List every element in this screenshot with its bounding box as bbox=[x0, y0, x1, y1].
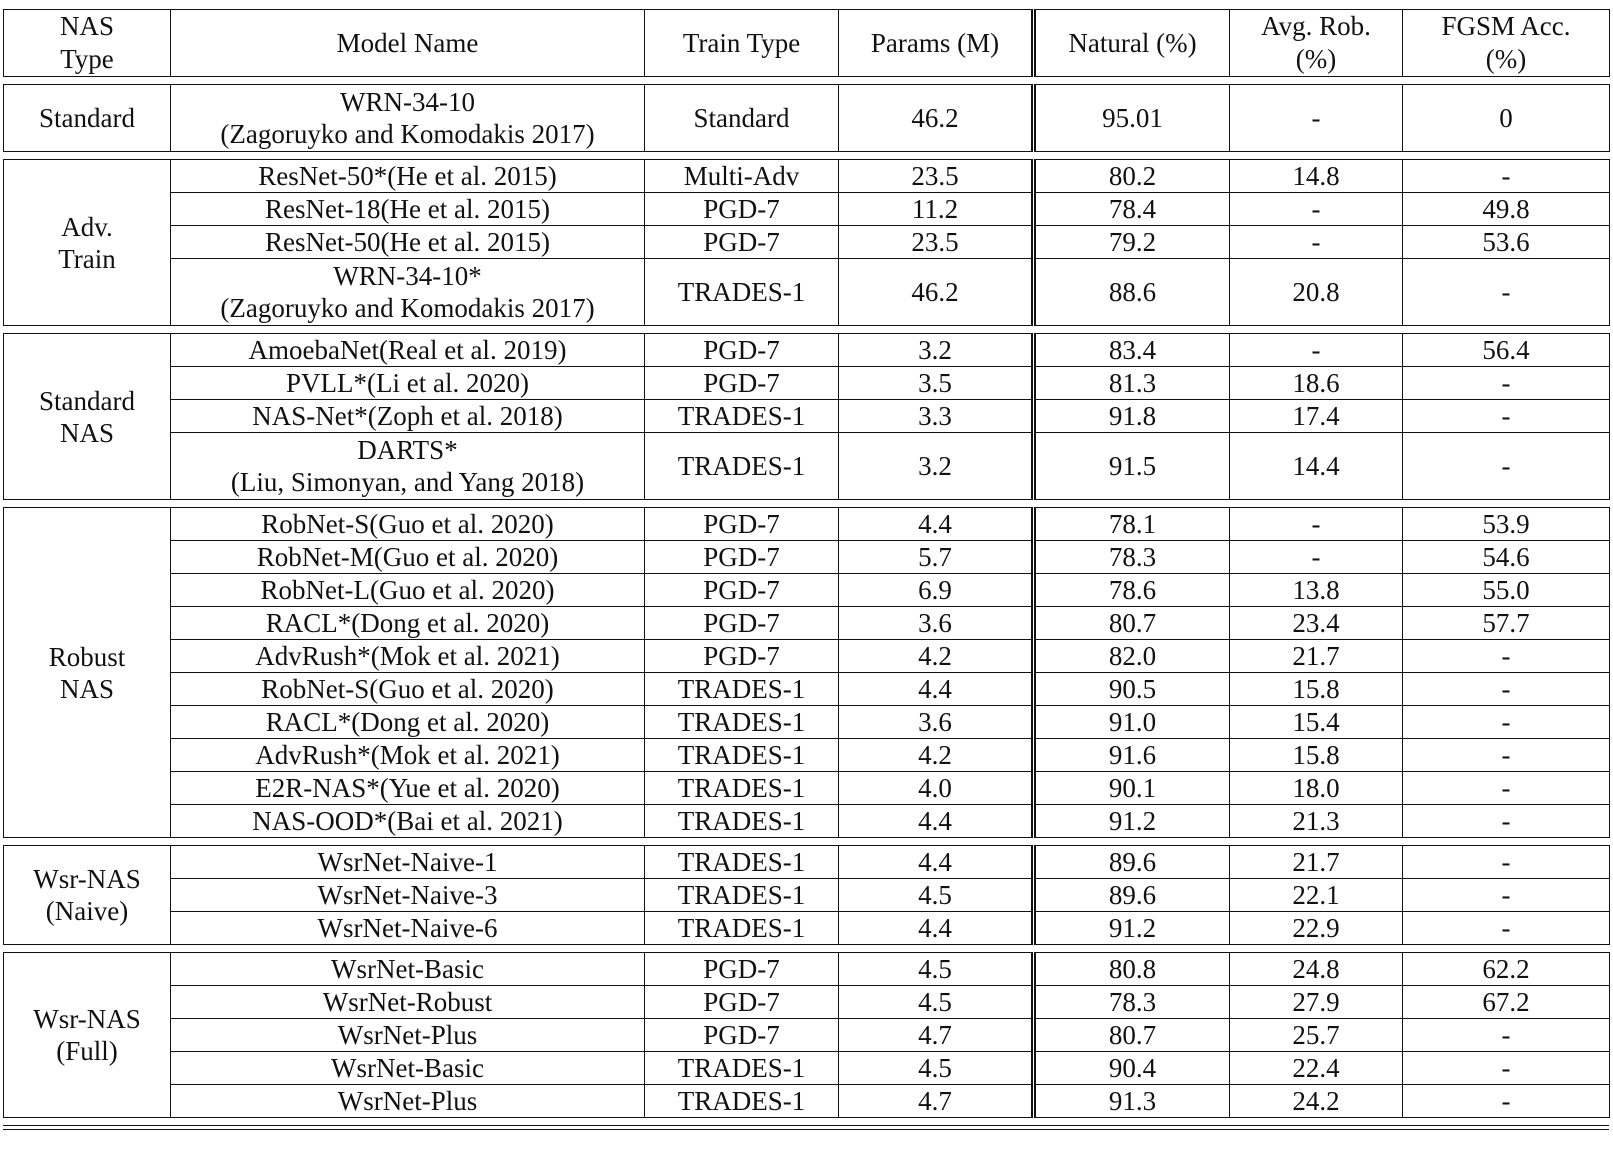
natural-cell: 78.3 bbox=[1034, 541, 1230, 574]
train-type-cell: Standard bbox=[645, 85, 839, 152]
model-name-cell: WsrNet-Naive-6 bbox=[171, 912, 645, 945]
params-cell: 4.4 bbox=[839, 673, 1034, 706]
avg-rob-cell: - bbox=[1230, 508, 1403, 541]
table-row bbox=[4, 706, 1610, 739]
avg-rob-cell: 13.8 bbox=[1230, 574, 1403, 607]
avg-rob-cell: 14.4 bbox=[1230, 433, 1403, 500]
table-row bbox=[4, 1085, 1610, 1118]
fgsm-cell: 49.8 bbox=[1403, 193, 1610, 226]
table-row bbox=[4, 912, 1610, 945]
fgsm-cell: - bbox=[1403, 1052, 1610, 1085]
avg-rob-cell: - bbox=[1230, 226, 1403, 259]
natural-cell: 88.6 bbox=[1034, 259, 1230, 326]
train-type-cell: TRADES-1 bbox=[645, 879, 839, 912]
natural-cell: 91.2 bbox=[1034, 805, 1230, 838]
table-row bbox=[4, 986, 1610, 1019]
params-cell: 5.7 bbox=[839, 541, 1034, 574]
avg-rob-cell: 25.7 bbox=[1230, 1019, 1403, 1052]
natural-cell: 80.7 bbox=[1034, 1019, 1230, 1052]
bottom-rule bbox=[3, 1125, 1609, 1130]
model-name-cell: PVLL*(Li et al. 2020) bbox=[171, 367, 645, 400]
train-type-cell: TRADES-1 bbox=[645, 706, 839, 739]
avg-rob-cell: 24.2 bbox=[1230, 1085, 1403, 1118]
params-cell: 4.5 bbox=[839, 953, 1034, 986]
fgsm-cell: 67.2 bbox=[1403, 986, 1610, 1019]
fgsm-cell: 53.9 bbox=[1403, 508, 1610, 541]
table-row bbox=[4, 1052, 1610, 1085]
fgsm-cell: 54.6 bbox=[1403, 541, 1610, 574]
table-row bbox=[4, 193, 1610, 226]
natural-cell: 80.2 bbox=[1034, 160, 1230, 193]
train-type-cell: TRADES-1 bbox=[645, 739, 839, 772]
table-row bbox=[4, 805, 1610, 838]
natural-cell: 90.1 bbox=[1034, 772, 1230, 805]
train-type-cell: PGD-7 bbox=[645, 541, 839, 574]
avg-rob-cell: 24.8 bbox=[1230, 953, 1403, 986]
params-cell: 4.0 bbox=[839, 772, 1034, 805]
train-type-cell: TRADES-1 bbox=[645, 1052, 839, 1085]
table-row bbox=[4, 508, 1610, 541]
train-type-cell: Multi-Adv bbox=[645, 160, 839, 193]
fgsm-cell: - bbox=[1403, 706, 1610, 739]
model-name-cell: ResNet-18(He et al. 2015) bbox=[171, 193, 645, 226]
nas-type-cell: Wsr-NAS (Full) bbox=[4, 953, 171, 1118]
params-cell: 4.7 bbox=[839, 1019, 1034, 1052]
natural-cell: 80.8 bbox=[1034, 953, 1230, 986]
table-row bbox=[4, 226, 1610, 259]
header-train-type: Train Type bbox=[645, 10, 839, 77]
table-row bbox=[4, 739, 1610, 772]
params-cell: 3.5 bbox=[839, 367, 1034, 400]
table-group bbox=[3, 845, 1610, 945]
params-cell: 23.5 bbox=[839, 226, 1034, 259]
nas-type-cell: Robust NAS bbox=[4, 508, 171, 838]
model-name-cell: ResNet-50*(He et al. 2015) bbox=[171, 160, 645, 193]
natural-cell: 78.3 bbox=[1034, 986, 1230, 1019]
model-name-cell: WsrNet-Basic bbox=[171, 953, 645, 986]
avg-rob-cell: 21.7 bbox=[1230, 640, 1403, 673]
model-name-cell: DARTS* (Liu, Simonyan, and Yang 2018) bbox=[171, 433, 645, 500]
params-cell: 4.4 bbox=[839, 805, 1034, 838]
model-name-cell: E2R-NAS*(Yue et al. 2020) bbox=[171, 772, 645, 805]
model-name-cell: WsrNet-Robust bbox=[171, 986, 645, 1019]
table-row bbox=[4, 259, 1610, 326]
fgsm-cell: - bbox=[1403, 805, 1610, 838]
natural-cell: 80.7 bbox=[1034, 607, 1230, 640]
avg-rob-cell: 14.8 bbox=[1230, 160, 1403, 193]
table-row bbox=[4, 433, 1610, 500]
fgsm-cell: - bbox=[1403, 879, 1610, 912]
model-name-cell: NAS-Net*(Zoph et al. 2018) bbox=[171, 400, 645, 433]
train-type-cell: PGD-7 bbox=[645, 640, 839, 673]
natural-cell: 89.6 bbox=[1034, 846, 1230, 879]
table-row bbox=[4, 879, 1610, 912]
train-type-cell: PGD-7 bbox=[645, 367, 839, 400]
model-name-cell: ResNet-50(He et al. 2015) bbox=[171, 226, 645, 259]
model-name-cell: WsrNet-Naive-3 bbox=[171, 879, 645, 912]
table-row bbox=[4, 607, 1610, 640]
params-cell: 3.6 bbox=[839, 607, 1034, 640]
avg-rob-cell: 27.9 bbox=[1230, 986, 1403, 1019]
train-type-cell: PGD-7 bbox=[645, 508, 839, 541]
params-cell: 4.5 bbox=[839, 879, 1034, 912]
params-cell: 23.5 bbox=[839, 160, 1034, 193]
params-cell: 4.4 bbox=[839, 912, 1034, 945]
train-type-cell: TRADES-1 bbox=[645, 912, 839, 945]
params-cell: 4.7 bbox=[839, 1085, 1034, 1118]
nas-type-cell: Adv. Train bbox=[4, 160, 171, 326]
natural-cell: 78.4 bbox=[1034, 193, 1230, 226]
fgsm-cell: 55.0 bbox=[1403, 574, 1610, 607]
train-type-cell: PGD-7 bbox=[645, 334, 839, 367]
train-type-cell: PGD-7 bbox=[645, 574, 839, 607]
fgsm-cell: - bbox=[1403, 367, 1610, 400]
train-type-cell: TRADES-1 bbox=[645, 846, 839, 879]
natural-cell: 79.2 bbox=[1034, 226, 1230, 259]
params-cell: 4.4 bbox=[839, 846, 1034, 879]
table-row bbox=[4, 160, 1610, 193]
fgsm-cell: 0 bbox=[1403, 85, 1610, 152]
train-type-cell: PGD-7 bbox=[645, 607, 839, 640]
table-row bbox=[4, 574, 1610, 607]
table-row bbox=[4, 541, 1610, 574]
natural-cell: 78.6 bbox=[1034, 574, 1230, 607]
train-type-cell: PGD-7 bbox=[645, 986, 839, 1019]
fgsm-cell: - bbox=[1403, 400, 1610, 433]
avg-rob-cell: 22.1 bbox=[1230, 879, 1403, 912]
natural-cell: 83.4 bbox=[1034, 334, 1230, 367]
train-type-cell: TRADES-1 bbox=[645, 433, 839, 500]
table-row bbox=[4, 846, 1610, 879]
avg-rob-cell: 15.8 bbox=[1230, 739, 1403, 772]
fgsm-cell: 53.6 bbox=[1403, 226, 1610, 259]
natural-cell: 91.5 bbox=[1034, 433, 1230, 500]
fgsm-cell: - bbox=[1403, 1019, 1610, 1052]
nas-type-cell: Standard NAS bbox=[4, 334, 171, 500]
fgsm-cell: - bbox=[1403, 846, 1610, 879]
fgsm-cell: 56.4 bbox=[1403, 334, 1610, 367]
avg-rob-cell: - bbox=[1230, 85, 1403, 152]
model-name-cell: RobNet-L(Guo et al. 2020) bbox=[171, 574, 645, 607]
natural-cell: 90.5 bbox=[1034, 673, 1230, 706]
model-name-cell: AdvRush*(Mok et al. 2021) bbox=[171, 640, 645, 673]
train-type-cell: TRADES-1 bbox=[645, 1085, 839, 1118]
nas-type-cell: Wsr-NAS (Naive) bbox=[4, 846, 171, 945]
fgsm-cell: - bbox=[1403, 160, 1610, 193]
table-group bbox=[3, 507, 1610, 838]
params-cell: 3.6 bbox=[839, 706, 1034, 739]
model-name-cell: RobNet-S(Guo et al. 2020) bbox=[171, 508, 645, 541]
header-nas-type: NAS Type bbox=[4, 10, 171, 77]
params-cell: 3.2 bbox=[839, 334, 1034, 367]
natural-cell: 95.01 bbox=[1034, 85, 1230, 152]
table-row bbox=[4, 334, 1610, 367]
natural-cell: 91.3 bbox=[1034, 1085, 1230, 1118]
fgsm-cell: - bbox=[1403, 259, 1610, 326]
fgsm-cell: - bbox=[1403, 739, 1610, 772]
avg-rob-cell: 21.3 bbox=[1230, 805, 1403, 838]
model-name-cell: WsrNet-Plus bbox=[171, 1019, 645, 1052]
params-cell: 4.2 bbox=[839, 640, 1034, 673]
table-body bbox=[3, 84, 1609, 1118]
model-name-cell: RobNet-S(Guo et al. 2020) bbox=[171, 673, 645, 706]
natural-cell: 91.6 bbox=[1034, 739, 1230, 772]
table-row bbox=[4, 85, 1610, 152]
train-type-cell: TRADES-1 bbox=[645, 673, 839, 706]
natural-cell: 89.6 bbox=[1034, 879, 1230, 912]
model-name-cell: WsrNet-Basic bbox=[171, 1052, 645, 1085]
avg-rob-cell: 15.4 bbox=[1230, 706, 1403, 739]
natural-cell: 81.3 bbox=[1034, 367, 1230, 400]
avg-rob-cell: 15.8 bbox=[1230, 673, 1403, 706]
params-cell: 3.3 bbox=[839, 400, 1034, 433]
model-name-cell: AdvRush*(Mok et al. 2021) bbox=[171, 739, 645, 772]
fgsm-cell: - bbox=[1403, 433, 1610, 500]
train-type-cell: TRADES-1 bbox=[645, 400, 839, 433]
params-cell: 4.4 bbox=[839, 508, 1034, 541]
params-cell: 11.2 bbox=[839, 193, 1034, 226]
model-name-cell: AmoebaNet(Real et al. 2019) bbox=[171, 334, 645, 367]
fgsm-cell: - bbox=[1403, 912, 1610, 945]
avg-rob-cell: 20.8 bbox=[1230, 259, 1403, 326]
table-row bbox=[4, 400, 1610, 433]
table-row bbox=[4, 673, 1610, 706]
header-model-name: Model Name bbox=[171, 10, 645, 77]
avg-rob-cell: 18.0 bbox=[1230, 772, 1403, 805]
model-name-cell: RobNet-M(Guo et al. 2020) bbox=[171, 541, 645, 574]
model-name-cell: WRN-34-10 (Zagoruyko and Komodakis 2017) bbox=[171, 85, 645, 152]
avg-rob-cell: 22.9 bbox=[1230, 912, 1403, 945]
table-row bbox=[4, 367, 1610, 400]
params-cell: 4.2 bbox=[839, 739, 1034, 772]
train-type-cell: PGD-7 bbox=[645, 953, 839, 986]
natural-cell: 90.4 bbox=[1034, 1052, 1230, 1085]
table-row bbox=[4, 1019, 1610, 1052]
table-header bbox=[3, 9, 1610, 77]
avg-rob-cell: 21.7 bbox=[1230, 846, 1403, 879]
table-row bbox=[4, 772, 1610, 805]
fgsm-cell: - bbox=[1403, 640, 1610, 673]
table-group bbox=[3, 159, 1610, 326]
train-type-cell: TRADES-1 bbox=[645, 772, 839, 805]
params-cell: 46.2 bbox=[839, 85, 1034, 152]
model-name-cell: WsrNet-Naive-1 bbox=[171, 846, 645, 879]
natural-cell: 91.0 bbox=[1034, 706, 1230, 739]
natural-cell: 91.2 bbox=[1034, 912, 1230, 945]
table-group bbox=[3, 333, 1610, 500]
avg-rob-cell: - bbox=[1230, 541, 1403, 574]
model-name-cell: RACL*(Dong et al. 2020) bbox=[171, 607, 645, 640]
natural-cell: 91.8 bbox=[1034, 400, 1230, 433]
model-name-cell: WRN-34-10* (Zagoruyko and Komodakis 2017) bbox=[171, 259, 645, 326]
params-cell: 6.9 bbox=[839, 574, 1034, 607]
natural-cell: 82.0 bbox=[1034, 640, 1230, 673]
avg-rob-cell: 17.4 bbox=[1230, 400, 1403, 433]
train-type-cell: PGD-7 bbox=[645, 1019, 839, 1052]
header-avg-rob: Avg. Rob. (%) bbox=[1230, 10, 1403, 77]
fgsm-cell: 62.2 bbox=[1403, 953, 1610, 986]
fgsm-cell: 57.7 bbox=[1403, 607, 1610, 640]
avg-rob-cell: - bbox=[1230, 193, 1403, 226]
fgsm-cell: - bbox=[1403, 1085, 1610, 1118]
params-cell: 4.5 bbox=[839, 986, 1034, 1019]
train-type-cell: TRADES-1 bbox=[645, 259, 839, 326]
params-cell: 4.5 bbox=[839, 1052, 1034, 1085]
model-name-cell: NAS-OOD*(Bai et al. 2021) bbox=[171, 805, 645, 838]
model-name-cell: RACL*(Dong et al. 2020) bbox=[171, 706, 645, 739]
table-row bbox=[4, 640, 1610, 673]
table-row bbox=[4, 953, 1610, 986]
results-table bbox=[3, 9, 1609, 1125]
avg-rob-cell: 22.4 bbox=[1230, 1052, 1403, 1085]
avg-rob-cell: 18.6 bbox=[1230, 367, 1403, 400]
nas-type-cell: Standard bbox=[4, 85, 171, 152]
header-params: Params (M) bbox=[839, 10, 1034, 77]
avg-rob-cell: 23.4 bbox=[1230, 607, 1403, 640]
table-group bbox=[3, 84, 1610, 152]
natural-cell: 78.1 bbox=[1034, 508, 1230, 541]
train-type-cell: PGD-7 bbox=[645, 193, 839, 226]
fgsm-cell: - bbox=[1403, 673, 1610, 706]
train-type-cell: TRADES-1 bbox=[645, 805, 839, 838]
fgsm-cell: - bbox=[1403, 772, 1610, 805]
header-natural: Natural (%) bbox=[1034, 10, 1230, 77]
train-type-cell: PGD-7 bbox=[645, 226, 839, 259]
model-name-cell: WsrNet-Plus bbox=[171, 1085, 645, 1118]
params-cell: 3.2 bbox=[839, 433, 1034, 500]
params-cell: 46.2 bbox=[839, 259, 1034, 326]
avg-rob-cell: - bbox=[1230, 334, 1403, 367]
header-fgsm: FGSM Acc. (%) bbox=[1403, 10, 1610, 77]
table-group bbox=[3, 952, 1610, 1118]
